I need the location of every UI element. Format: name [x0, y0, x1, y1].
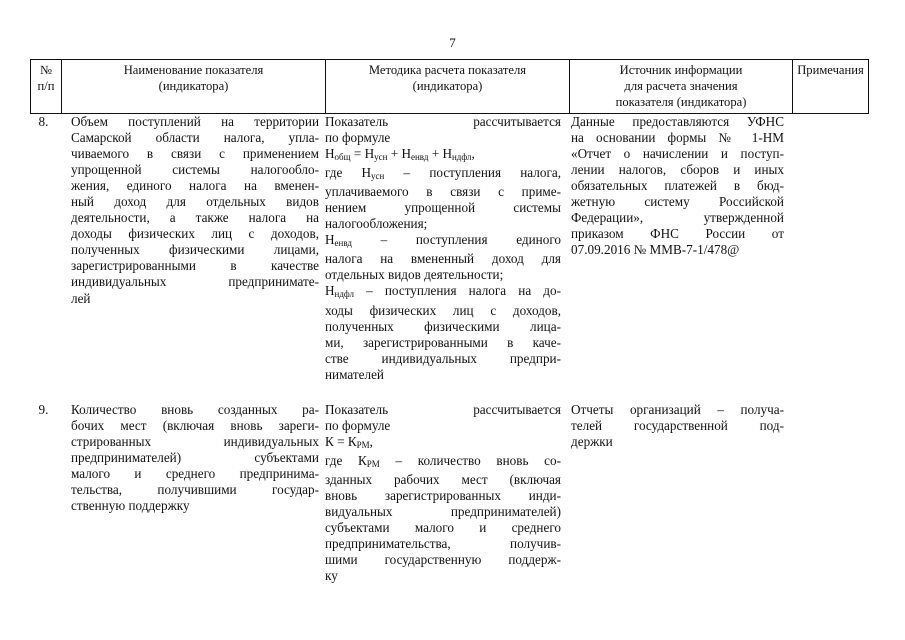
method-line: по формуле — [325, 417, 391, 433]
formula-symbol: Н — [364, 146, 375, 162]
method-line: Показатель рассчитывается — [325, 401, 561, 417]
source-line: держки — [571, 433, 613, 449]
formula-text: К = К — [325, 433, 357, 449]
table-header — [30, 59, 869, 114]
calculation-method — [325, 114, 569, 383]
name-line: доходы физических лиц с доходов, — [71, 226, 319, 242]
formula-line — [325, 434, 561, 453]
formula-subscript: енвд — [410, 152, 429, 163]
method-line: ходы физических лиц с доходов, — [325, 302, 561, 318]
header-notes — [792, 60, 869, 113]
where-prefix: где Н — [325, 165, 372, 181]
where-rest: – поступления налога, — [384, 165, 561, 181]
row-number — [30, 114, 61, 383]
where-prefix: где К — [325, 452, 367, 468]
method-line: вновь зарегистрированных инди- — [325, 487, 561, 503]
formula-line — [325, 146, 561, 165]
method-line: зданных рабочих мест (включая — [325, 471, 561, 487]
header-name-line: (индикатора) — [158, 79, 229, 93]
header-source-line: Источник информации — [619, 63, 743, 77]
method-line: предпринимательства, получив- — [325, 536, 561, 552]
notes — [792, 402, 869, 585]
page-number: 7 — [449, 35, 456, 50]
source-line: приказом ФНС России от — [571, 226, 784, 242]
row-number-text: 8. — [38, 114, 49, 129]
row-number — [30, 402, 61, 585]
name-line: деятельности, а также налога на — [71, 210, 319, 226]
table-row — [30, 114, 869, 383]
method-line: налога на вмененный доход для — [325, 251, 561, 267]
header-source-line: для расчета значения — [624, 79, 738, 93]
method-line: стве индивидуальных предпри- — [325, 350, 561, 366]
header-num — [30, 60, 61, 113]
name-line: малого и среднего предпринима- — [71, 465, 319, 481]
method-line: уплачиваемого в связи с приме- — [325, 184, 561, 200]
method-line: субъектами малого и среднего — [325, 520, 561, 536]
notes — [792, 114, 869, 383]
source-line: на основании формы № 1-НМ — [571, 130, 784, 146]
source-line: лении налогов, сборов и иных — [571, 162, 784, 178]
name-line: ственную поддержку — [71, 498, 190, 514]
where-subscript: усн — [371, 171, 385, 182]
envd-rest: – поступления единого — [351, 232, 561, 248]
source-line: 07.09.2016 № ММВ-7-1/478@ — [571, 242, 740, 258]
header-source-line: показателя (индикатора) — [615, 95, 747, 109]
method-line — [325, 283, 561, 302]
formula-operator: + — [387, 146, 402, 162]
source-line: обязательных платежей в бюд- — [571, 178, 784, 194]
header-name-line: Наименование показателя — [123, 63, 264, 77]
name-line: лей — [71, 290, 91, 306]
method-line: Показатель рассчитывается — [325, 114, 561, 129]
envd-subscript: енвд — [334, 238, 352, 249]
method-line: ми, зарегистрированными в каче- — [325, 334, 561, 350]
source-line: Федерации», утвержденной — [571, 210, 784, 226]
information-source — [569, 114, 792, 383]
information-source — [569, 402, 792, 585]
header-notes-line: Примечания — [797, 63, 864, 77]
formula-punctuation: , — [369, 433, 373, 449]
method-line — [325, 165, 561, 184]
header-method-line: (индикатора) — [412, 79, 483, 93]
name-line: тельства, получившими государ- — [71, 481, 319, 497]
header-source — [569, 60, 792, 113]
name-line: упрощенной системы налогообло- — [71, 162, 319, 178]
name-line: полученных физическими лицами, — [71, 242, 319, 258]
formula-subscript: общ — [334, 152, 351, 163]
row-number-text: 9. — [38, 401, 49, 417]
envd-prefix: Н — [325, 232, 335, 248]
source-line: телей государственной под- — [571, 417, 784, 433]
name-line: ный доход для отдельных видов — [71, 194, 319, 210]
method-line: отдельных видов деятельности; — [325, 267, 504, 283]
source-line: жетную систему Российской — [571, 194, 784, 210]
name-line: предпринимателей) субъектами — [71, 449, 319, 465]
source-line: Отчеты организаций – получа- — [571, 401, 784, 417]
formula-subscript: РМ — [356, 439, 370, 450]
formula-operator: + — [428, 146, 443, 162]
header-num-line: п/п — [37, 79, 55, 93]
where-subscript: РМ — [366, 458, 380, 469]
header-method — [325, 60, 569, 113]
name-line: индивидуальных предпринимате- — [71, 274, 319, 290]
method-line: полученных физическими лица- — [325, 318, 561, 334]
method-line: шими государственную поддерж- — [325, 552, 561, 568]
method-line: видуальных предпринимателей) — [325, 504, 561, 520]
formula-operator: = — [350, 146, 365, 162]
formula-symbol: Н — [401, 146, 411, 162]
name-line: Количество вновь созданных ра- — [71, 401, 319, 417]
method-line: ку — [325, 568, 338, 584]
calculation-method — [325, 402, 569, 585]
name-line: чиваемого в связи с применением — [71, 146, 319, 162]
formula-symbol: Н — [442, 146, 452, 162]
header-name — [61, 60, 325, 113]
indicator-name — [61, 114, 325, 383]
header-method-line: Методика расчета показателя — [368, 63, 527, 77]
method-line: нимателей — [325, 366, 384, 382]
formula-subscript: ндфл — [451, 152, 472, 163]
formula-punctuation: , — [471, 146, 475, 162]
method-line: нением упрощенной системы — [325, 200, 561, 216]
name-line: Объем поступлений на территории — [71, 114, 319, 129]
table-row — [30, 402, 869, 585]
formula-symbol: Н — [325, 146, 335, 162]
name-line: жения, единого налога на вменен- — [71, 178, 319, 194]
source-line: Данные предоставляются УФНС — [571, 114, 784, 129]
source-line: «Отчет о начислении и поступ- — [571, 146, 784, 162]
name-line: Самарской области налога, упла- — [71, 130, 319, 146]
ndfl-subscript: ндфл — [334, 289, 355, 300]
name-line: стрированных индивидуальных — [71, 433, 319, 449]
name-line: бочих мест (включая вновь зареги- — [71, 417, 319, 433]
ndfl-rest: – поступления налога на до- — [354, 283, 561, 299]
indicator-name — [61, 402, 325, 585]
name-line: зарегистрированными в качестве — [71, 258, 319, 274]
ndfl-prefix: Н — [325, 283, 335, 299]
method-line — [325, 453, 561, 472]
method-line — [325, 232, 561, 251]
method-line: по формуле — [325, 130, 391, 146]
header-num-line: № — [39, 63, 53, 77]
indicator-table — [30, 59, 869, 584]
method-line: налогообложения; — [325, 216, 428, 232]
formula-subscript: усн — [374, 152, 388, 163]
where-rest: – количество вновь со- — [379, 452, 561, 468]
